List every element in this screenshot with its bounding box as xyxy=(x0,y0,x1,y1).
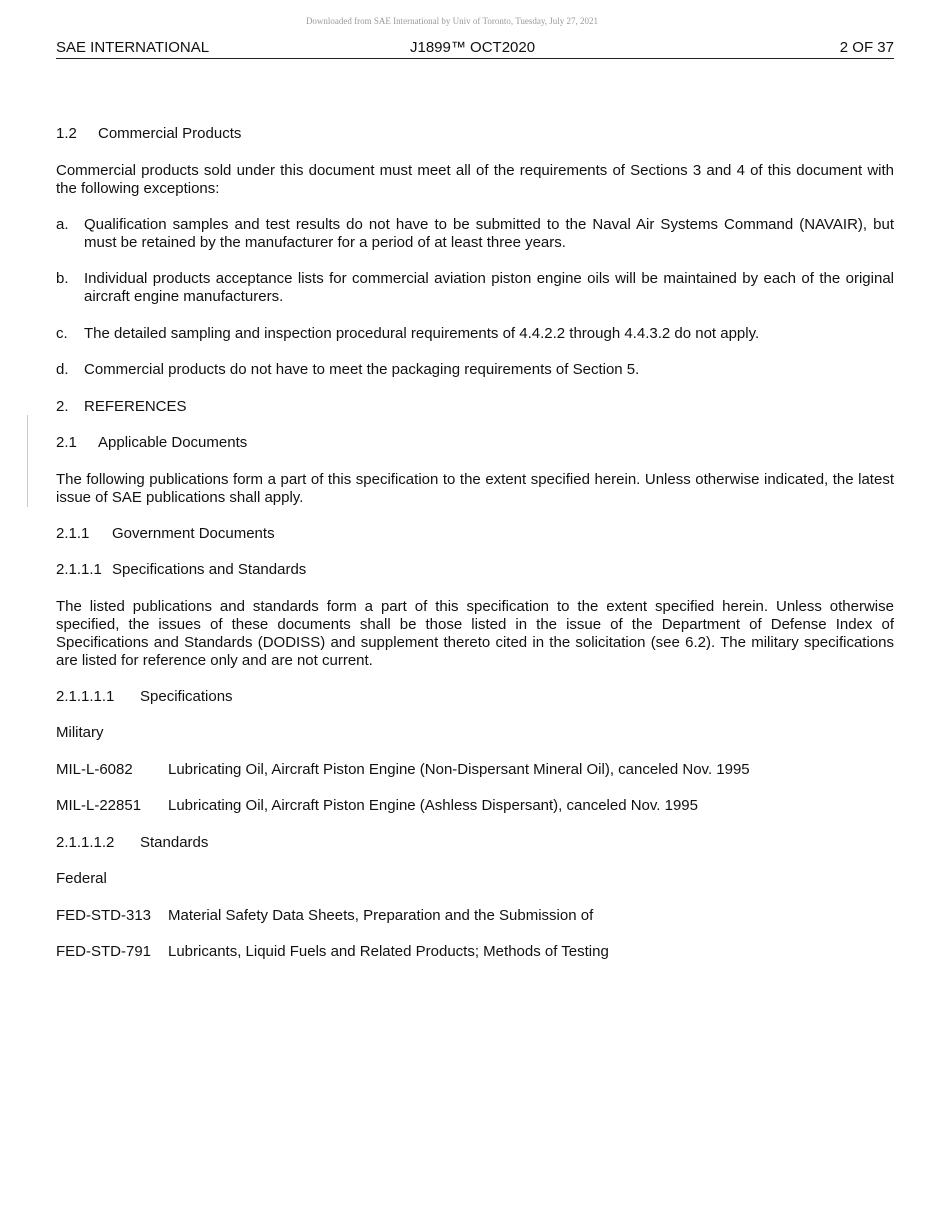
reference-title: Material Safety Data Sheets, Preparation and the Submission of xyxy=(168,907,594,924)
list-item-text: The detailed sampling and inspection procedural requirements of 4.4.2.2 through 4.4.3.2 do not apply. xyxy=(84,325,760,342)
section-heading-2-1-1-1-1 xyxy=(56,688,894,706)
list-item-text: Commercial products do not have to meet the packaging requirements of Section 5. xyxy=(84,361,640,378)
download-watermark: Downloaded from SAE International by Univ of Toronto, Tuesday, July 27, 2021 xyxy=(305,16,599,26)
section-title: Specifications and Standards xyxy=(112,561,307,578)
list-item-label: c. xyxy=(56,325,68,342)
section-heading-1-2 xyxy=(56,125,894,143)
reference-code: FED-STD-313 xyxy=(56,907,152,924)
reference-title: Lubricants, Liquid Fuels and Related Products; Methods of Testing xyxy=(168,943,609,960)
reference-code: FED-STD-791 xyxy=(56,943,152,960)
section-heading-2 xyxy=(56,398,894,416)
change-bar xyxy=(27,415,28,507)
section-heading-2-1-1-1-2 xyxy=(56,834,894,852)
page-header xyxy=(56,38,894,59)
section-heading-2-1-1 xyxy=(56,525,894,543)
section-number: 2.1.1.1 xyxy=(56,561,102,578)
section-number: 2.1.1 xyxy=(56,525,90,542)
list-item-text: Individual products acceptance lists for commercial aviation piston engine oils will be maintained by each of the original aircraft engine manufacturers. xyxy=(84,270,894,305)
section-title: Applicable Documents xyxy=(98,434,248,451)
header-page-number: 2 OF 37 xyxy=(839,39,894,56)
reference-code: MIL-L-22851 xyxy=(56,797,142,814)
section-heading-2-1 xyxy=(56,434,894,452)
section-number: 2.1 xyxy=(56,434,77,451)
section-title: Standards xyxy=(140,834,209,851)
list-item-text: Qualification samples and test results do not have to be submitted to the Naval Air Systems Command (NAVAIR), but must be retained by the manufacturer for a period of at least three years. xyxy=(84,216,894,251)
section-title: REFERENCES xyxy=(84,398,187,415)
federal-label: Federal xyxy=(56,870,107,887)
list-item-label: b. xyxy=(56,270,69,287)
list-item-label: d. xyxy=(56,361,69,378)
military-label: Military xyxy=(56,724,104,741)
section-number: 2.1.1.1.1 xyxy=(56,688,115,705)
header-doc-id: J1899™ OCT2020 xyxy=(410,39,536,56)
section-number: 1.2 xyxy=(56,125,77,142)
header-org: SAE INTERNATIONAL xyxy=(56,39,210,56)
list-item-label: a. xyxy=(56,216,69,233)
section-title: Commercial Products xyxy=(98,125,242,142)
section-number: 2. xyxy=(56,398,69,415)
paragraph-commercial: Commercial products sold under this document must meet all of the requirements of Sections 3 and 4 of this document with the following exceptions: xyxy=(56,162,894,197)
section-number: 2.1.1.1.2 xyxy=(56,834,115,851)
reference-title: Lubricating Oil, Aircraft Piston Engine (Ashless Dispersant), canceled Nov. 1995 xyxy=(168,797,698,814)
section-title: Government Documents xyxy=(112,525,275,542)
section-heading-2-1-1-1 xyxy=(56,561,894,579)
paragraph-applicable: The following publications form a part of this specification to the extent specified herein. Unless otherwise indicated, the latest issue of SAE publications shall apply. xyxy=(56,471,894,506)
paragraph-listed-publications: The listed publications and standards form a part of this specification to the extent specified herein. Unless otherwise specified, the issues of these documents shall be those listed in the issue of the Department of Defense Index of Specifications and Standards (DODISS) and supplement thereto cited in the solicitation (see 6.2). The military specifications are listed for reference only and are not current. xyxy=(56,598,894,669)
section-title: Specifications xyxy=(140,688,233,705)
reference-code: MIL-L-6082 xyxy=(56,761,133,778)
reference-title: Lubricating Oil, Aircraft Piston Engine (Non-Dispersant Mineral Oil), canceled Nov. 1995 xyxy=(168,761,750,778)
